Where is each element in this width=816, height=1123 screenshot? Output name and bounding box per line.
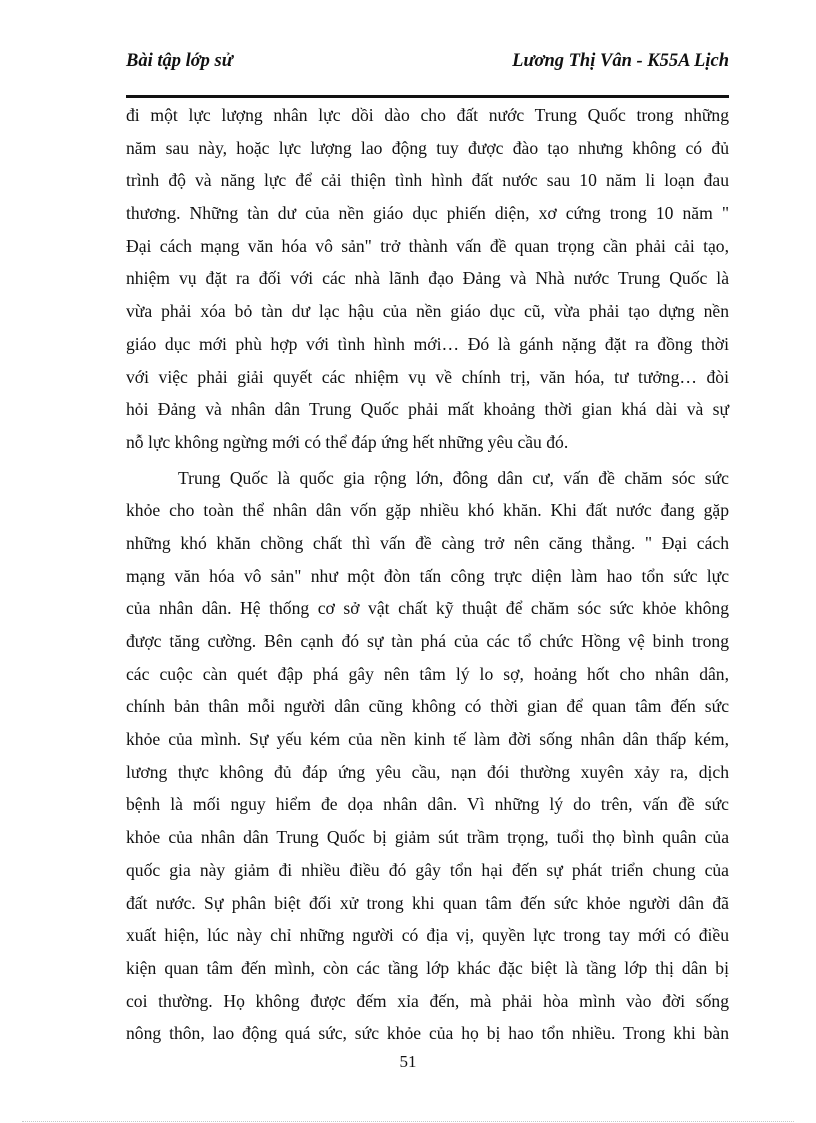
text-line: xuất hiện, lúc này chỉ những người có địa vị, quyền lực trong tay mới có điều (126, 925, 729, 946)
page-number: 51 (399, 1052, 417, 1071)
text-line: đất nước. Sự phân biệt đối xử trong khi quan tâm đến sức khỏe người dân đã (126, 892, 729, 913)
text-line: lương thực không đủ đáp ứng yêu cầu, nạn đói thường xuyên xảy ra, dịch (126, 761, 729, 782)
page-break-divider (22, 1121, 794, 1122)
text-line: với việc phải giải quyết các nhiệm vụ về chính trị, văn hóa, tư tưởng… đòi (126, 366, 729, 387)
text-line: khỏe cho toàn thể nhân dân vốn gặp nhiều khó khăn. Khi đất nước đang gặp (126, 500, 729, 521)
text-line: quốc gia này giảm đi nhiều điều đó gây tổn hại đến sự phát triển chung của (126, 859, 729, 880)
text-line: Đại cách mạng văn hóa vô sản" trở thành vấn đề quan trọng cần phải cải tạo, (126, 235, 729, 256)
text-line: nỗ lực không ngừng mới có thể đáp ứng hết những yêu cầu đó. (126, 431, 569, 452)
page-header (126, 48, 729, 96)
header-author: Lương Thị Vân - K55A Lịch (512, 51, 729, 71)
text-line: thương. Những tàn dư của nền giáo dục phiến diện, xơ cứng trong 10 năm " (126, 203, 729, 224)
text-line: khỏe của mình. Sự yếu kém của nền kinh tế làm đời sống nhân dân thấp kém, (126, 729, 729, 750)
header-divider (126, 95, 729, 98)
paragraph-2 (126, 462, 729, 1050)
text-line: coi thường. Họ không được đếm xỉa đến, mà phải hòa mình vào đời sống (126, 990, 729, 1011)
text-line: chính bản thân mỗi người dân cũng không có thời gian để quan tâm đến sức (126, 696, 729, 717)
text-line: đi một lực lượng nhân lực dồi dào cho đất nước Trung Quốc trong những (126, 105, 729, 125)
text-line: các cuộc càn quét đập phá gây nên tâm lý lo sợ, hoảng hốt cho nhân dân, (126, 663, 729, 684)
header-course-title: Bài tập lớp sử (126, 51, 233, 71)
text-line: năm sau này, hoặc lực lượng lao động tuy được đào tạo nhưng không có đủ (126, 137, 729, 158)
text-line: Trung Quốc là quốc gia rộng lớn, đông dân cư, vấn đề chăm sóc sức (178, 467, 729, 488)
text-line: hỏi Đảng và nhân dân Trung Quốc phải mất khoảng thời gian khá dài và sự (126, 399, 729, 420)
text-line: vừa phải xóa bỏ tàn dư lạc hậu của nền giáo dục cũ, vừa phải tạo dựng nền (126, 301, 729, 322)
text-line: giáo dục mới phù hợp với tình hình mới… Đó là gánh nặng đặt ra đồng thời (126, 333, 729, 354)
text-line: nông thôn, lao động quá sức, sức khỏe của họ bị hao tổn nhiều. Trong khi bàn (126, 1023, 729, 1044)
text-line: kiện quan tâm đến mình, còn các tầng lớp khác đặc biệt là tầng lớp thị dân bị (126, 957, 729, 978)
text-line: được tăng cường. Bên cạnh đó sự tàn phá của các tổ chức Hồng vệ binh trong (126, 631, 729, 651)
text-line: trình độ và năng lực để cải thiện tình hình đất nước sau 10 năm li loạn đau (126, 170, 729, 191)
text-line: nhiệm vụ đặt ra đối với các nhà lãnh đạo Đảng và Nhà nước Trung Quốc là (126, 268, 729, 289)
text-line: mạng văn hóa vô sản" như một đòn tấn công trực diện làm hao tổn sức lực (126, 565, 729, 586)
text-line: khỏe của nhân dân Trung Quốc bị giảm sút trầm trọng, tuổi thọ bình quân của (126, 827, 729, 848)
text-line: của nhân dân. Hệ thống cơ sở vật chất kỹ thuật để chăm sóc sức khỏe không (126, 598, 729, 619)
body-text (126, 99, 729, 1050)
paragraph-1 (126, 99, 729, 459)
text-line: những khó khăn chồng chất thì vấn đề càng trở nên căng thẳng. " Đại cách (126, 532, 729, 553)
text-line: bệnh là mối nguy hiểm đe dọa nhân dân. Vì những lý do trên, vấn đề sức (126, 794, 729, 815)
